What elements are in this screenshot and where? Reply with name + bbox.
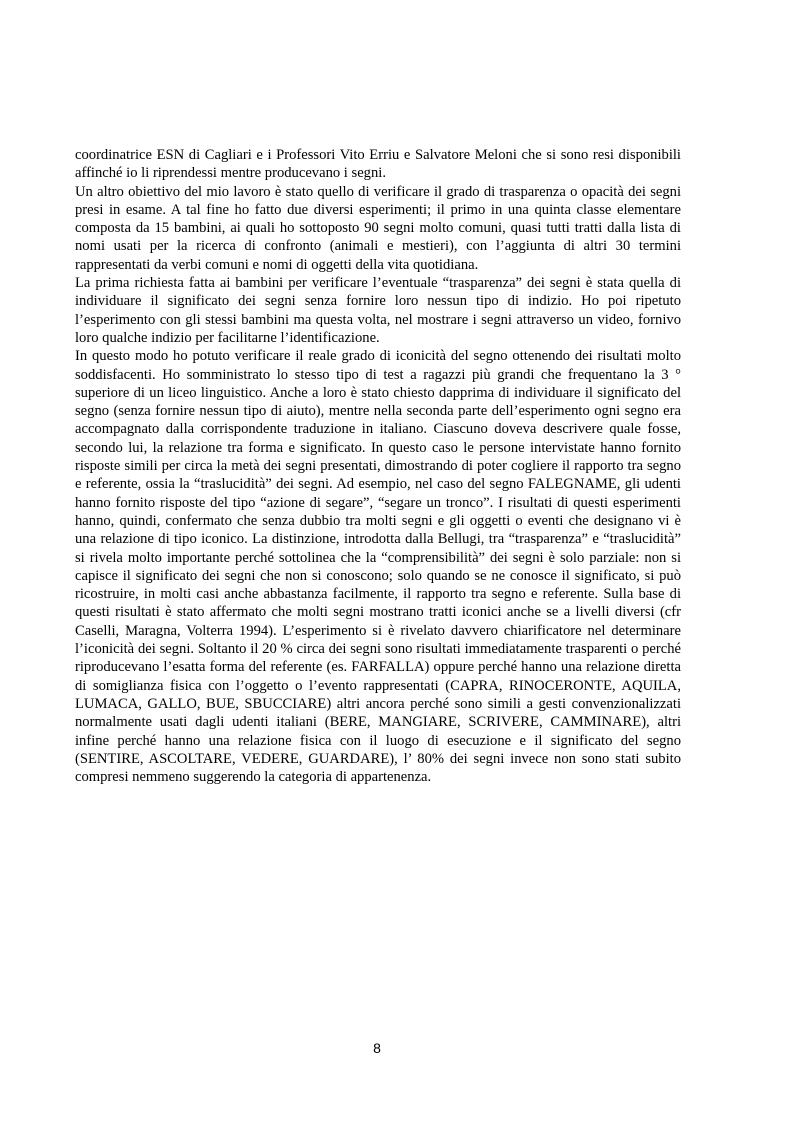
page-number: 8 (373, 1040, 381, 1056)
body-text (75, 146, 681, 786)
paragraph-2: Un altro obiettivo del mio lavoro è stato quello di verificare il grado di trasparenza o opacità dei segni presi in esame. A tal fine ho fatto due diversi esperimenti; il primo in una quinta classe elementare composta da 15 bambini, ai quali ho sottoposto 90 segni molto comuni, quasi tutti tratti dalla lista di nomi usati per la ricerca di confronto (animali e mestieri), con l’aggiunta di altri 30 termini rappresentati da verbi comuni e nomi di oggetti della vita quotidiana. (75, 183, 681, 273)
paragraph-4: In questo modo ho potuto verificare il reale grado di iconicità del segno ottenendo dei risultati molto soddisfacenti. Ho somministrato lo stesso tipo di test a ragazzi più grandi che frequentano la 3 ° superiore di un liceo linguistico. Anche a loro è stato chiesto dapprima di individuare il significato del segno (senza fornire nessun tipo di aiuto), mentre nella seconda parte dell’esperimento ogni segno era accompagnato dalla corrispondente traduzione in italiano. Ciascuno doveva descrivere quale fosse, secondo lui, la relazione tra forma e significato. In questo caso le persone intervistate hanno fornito risposte simili per circa la metà dei segni presentati, dimostrando di poter cogliere il rapporto tra segno e referente, ossia la “traslucidità” dei segni. Ad esempio, nel caso del segno FALEGNAME, gli udenti hanno fornito risposte del tipo “azione di segare”, “segare un tronco”. I risultati di questi esperimenti hanno, quindi, confermato che senza dubbio tra molti segni e gli oggetti o eventi che designano vi è una relazione di tipo iconico. La distinzione, introdotta dalla Bellugi, tra “trasparenza” e “traslucidità” si rivela molto importante perché sottolinea che la “comprensibilità” dei segni è solo parziale: non si capisce il significato dei segni che non si conoscono; solo quando se ne conosce il significato, si può ricostruire, in molti casi anche abbastanza facilmente, il rapporto tra segno e referente. Sulla base di questi risultati è stato affermato che molti segni mostrano tratti iconici anche se a livelli diversi (cfr Caselli, Maragna, Volterra 1994). L’esperimento si è rivelato davvero chiarificatore nel determinare l’iconicità dei segni. Soltanto il 20 % circa dei segni sono risultati immediatamente trasparenti o perché riproducevano l’esatta forma del referente (es. FARFALLA) oppure perché hanno una relazione diretta di somiglianza fisica con l’oggetto o l’evento rappresentati (CAPRA, RINOCERONTE, AQUILA, LUMACA, GALLO, BUE, SBUCCIARE) altri ancora perché sono simili a gesti convenzionalizzati normalmente usati dagli udenti italiani (BERE, MANGIARE, SCRIVERE, CAMMINARE), altri infine perché hanno una relazione fisica con il luogo di esecuzione e il significato del segno (SENTIRE, ASCOLTARE, VEDERE, GUARDARE), l’ 80% dei segni invece non sono stati subito compresi nemmeno suggerendo la categoria di appartenenza. (75, 348, 681, 786)
paragraph-3: La prima richiesta fatta ai bambini per verificare l’eventuale “trasparenza” dei segni è stata quella di individuare il significato dei segni senza fornire loro nessun tipo di indizio. Ho poi ripetuto l’esperimento con gli stessi bambini ma questa volta, nel mostrare i segni attraverso un video, fornivo loro qualche indizio per facilitarne l’identificazione. (75, 275, 681, 346)
paragraph-1: coordinatrice ESN di Cagliari e i Professori Vito Erriu e Salvatore Meloni che si sono resi disponibili affinché io li riprendessi mentre producevano i segni. (75, 147, 681, 182)
